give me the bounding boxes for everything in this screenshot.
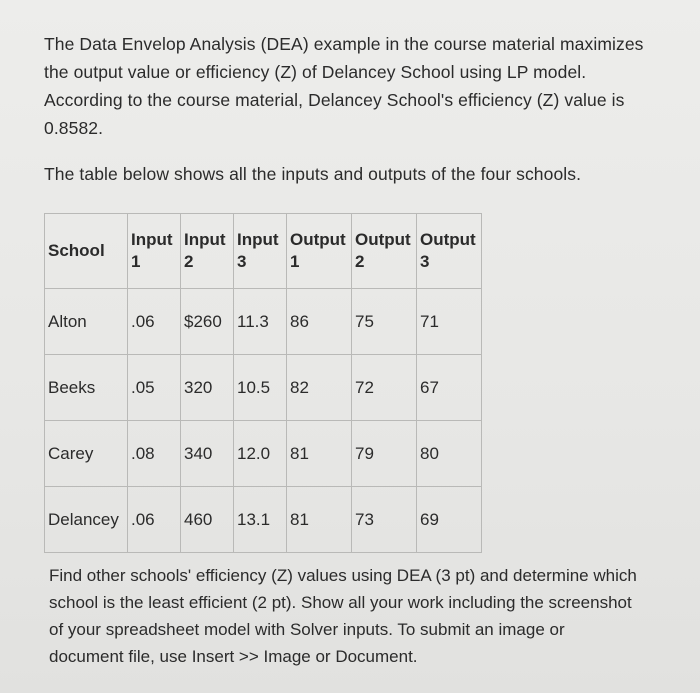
cell-output-2: 72: [352, 355, 417, 421]
cell-input-2: 340: [181, 421, 234, 487]
instructions-paragraph: [49, 562, 679, 670]
cell-input-1: .08: [128, 421, 181, 487]
intro-text: [44, 30, 674, 188]
table-header-row: [45, 214, 482, 289]
header-input-3: Input 3: [234, 214, 287, 289]
intro-line: The Data Envelop Analysis (DEA) example in the course material maximizes: [44, 34, 644, 54]
cell-input-1: .06: [128, 487, 181, 553]
cell-school: Beeks: [45, 355, 128, 421]
cell-input-2: 320: [181, 355, 234, 421]
cell-output-3: 67: [417, 355, 482, 421]
cell-input-3: 11.3: [234, 289, 287, 355]
header-output-3: Output 3: [417, 214, 482, 289]
cell-output-1: 81: [287, 487, 352, 553]
cell-school: Delancey: [45, 487, 128, 553]
header-input-2: Input 2: [181, 214, 234, 289]
table-row-beeks: [45, 355, 482, 421]
cell-output-3: 71: [417, 289, 482, 355]
cell-output-1: 81: [287, 421, 352, 487]
cell-output-3: 80: [417, 421, 482, 487]
instructions-line: Find other schools' efficiency (Z) values using DEA (3 pt) and determine which: [49, 566, 637, 585]
cell-school: Carey: [45, 421, 128, 487]
cell-input-3: 13.1: [234, 487, 287, 553]
cell-input-3: 12.0: [234, 421, 287, 487]
cell-school: Alton: [45, 289, 128, 355]
table-row-alton: [45, 289, 482, 355]
cell-output-1: 86: [287, 289, 352, 355]
cell-input-1: .05: [128, 355, 181, 421]
cell-input-3: 10.5: [234, 355, 287, 421]
cell-output-3: 69: [417, 487, 482, 553]
instructions-text: [49, 562, 679, 670]
header-output-1: Output 1: [287, 214, 352, 289]
table-row-carey: [45, 421, 482, 487]
cell-input-2: $260: [181, 289, 234, 355]
header-school: School: [45, 214, 128, 289]
intro-line: the output value or efficiency (Z) of Delancey School using LP model.: [44, 62, 587, 82]
instructions-line: document file, use Insert >> Image or Document.: [49, 647, 418, 666]
table-row-delancey: [45, 487, 482, 553]
cell-output-2: 79: [352, 421, 417, 487]
schools-table-wrapper: [44, 213, 482, 553]
intro-line: According to the course material, Delancey School's efficiency (Z) value is: [44, 90, 625, 110]
cell-output-2: 75: [352, 289, 417, 355]
intro-paragraph-2: The table below shows all the inputs and outputs of the four schools.: [44, 164, 582, 184]
cell-output-2: 73: [352, 487, 417, 553]
cell-output-1: 82: [287, 355, 352, 421]
schools-table: [44, 213, 482, 553]
cell-input-2: 460: [181, 487, 234, 553]
header-output-2: Output 2: [352, 214, 417, 289]
instructions-line: of your spreadsheet model with Solver inputs. To submit an image or: [49, 620, 565, 639]
header-input-1: Input 1: [128, 214, 181, 289]
intro-paragraph-1: [44, 30, 674, 142]
intro-line: 0.8582.: [44, 118, 104, 138]
instructions-line: school is the least efficient (2 pt). Show all your work including the screenshot: [49, 593, 632, 612]
cell-input-1: .06: [128, 289, 181, 355]
